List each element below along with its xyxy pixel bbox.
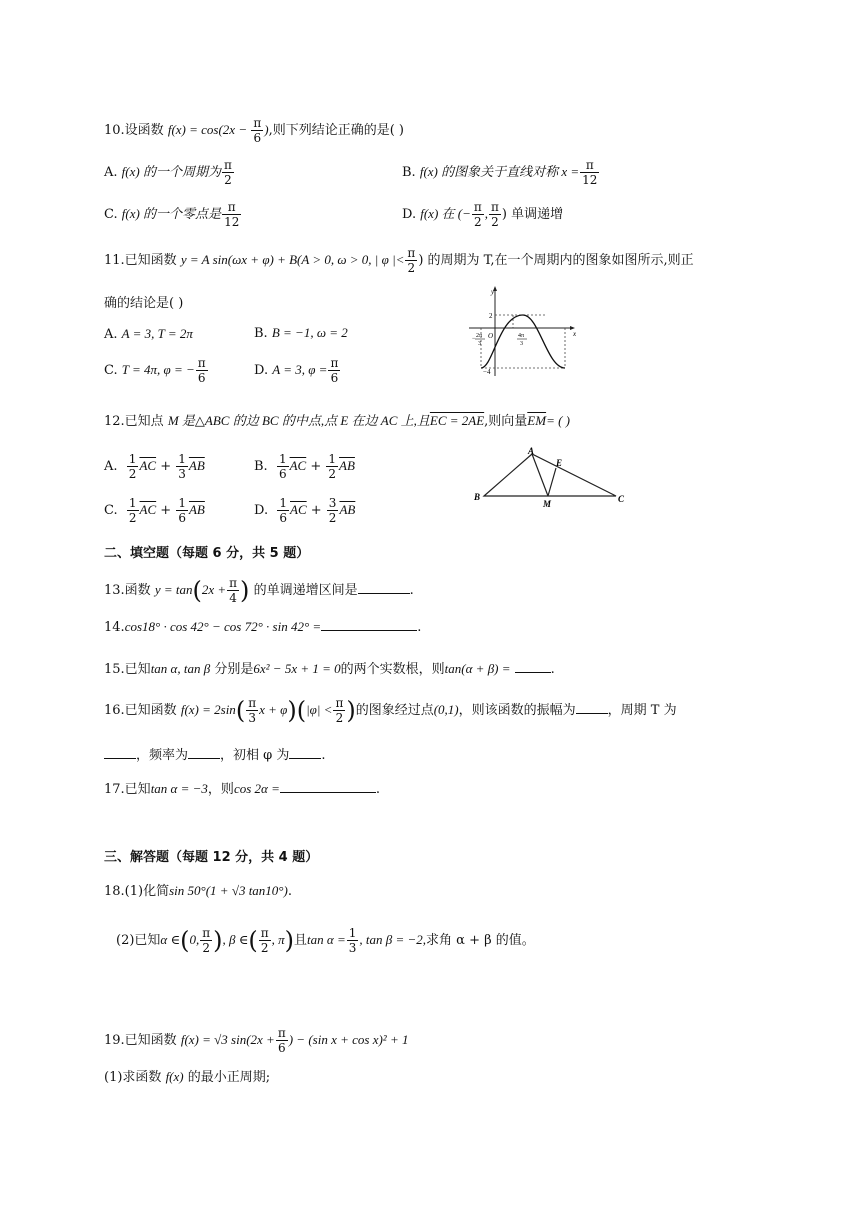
q17: 17.已知tan α = −3，则cos 2α = .	[104, 781, 381, 797]
graph-x-neg-sign: −	[472, 336, 476, 342]
q14: 14.cos18° · cos 42° − cos 72° · sin 42° = .	[104, 619, 422, 635]
graph-x-neg-n: 2π	[476, 333, 483, 339]
q16-period-blank[interactable]	[104, 746, 136, 759]
graph-y-label: y	[491, 288, 495, 296]
q11-option-b: B. B = −1, ω = 2	[254, 325, 348, 341]
q10-question: ,则下列结论正确的是( )	[268, 123, 404, 138]
q19-stem: 19.已知函数 f(x) = √3 sin(2x + $\frac{\pi}{6}$ ) − (sin x + cos x)² + 1	[104, 1026, 409, 1055]
point-c: C	[618, 494, 625, 504]
graph-x-pos-n: 4π	[518, 333, 525, 339]
point-m: M	[543, 499, 552, 509]
q18-part2: (2)已知α ∈(0, $\frac{\pi}{2}$ ), β ∈( $\frac{\pi}{2}$ , π)且tan α = $\frac{1}{3}$ , tan β = −2,求角 α + β 的值。	[116, 926, 535, 955]
q12-option-c: C. $\frac{1}{2}$ $\overline{AC}$ + $\frac{1}{6}$ $\overline{AB}$	[104, 496, 205, 525]
q11-option-c: C. T = 4π, φ = − $\frac{\pi}{6}$	[104, 356, 206, 385]
q10-stem: 10.设函数 f(x) = cos(2x − $\frac{\pi}{6}$ ),则下列结论正确的是( )	[104, 116, 404, 145]
graph-y-min: −4	[483, 368, 491, 376]
q18-part1: 18.(1)化简sin 50°(1 + √3 tan10°).	[104, 883, 292, 899]
sine-curve	[481, 315, 565, 368]
q10-frac: $\frac{\pi}{6}$	[253, 116, 262, 145]
q12-option-b: B. $\frac{1}{6}$ $\overline{AC}$ + $\frac{1}{2}$ $\overline{AB}$	[254, 452, 355, 481]
point-a: A	[528, 446, 535, 456]
graph-x-neg-d: 3	[478, 341, 481, 347]
q15: 15.已知tan α, tan β 分别是6x² − 5x + 1 = 0的两个实数根，则tan(α + β) = .	[104, 661, 555, 677]
q10-func: f(x) = cos(2x −	[167, 122, 251, 137]
q11-graph-figure	[465, 284, 580, 380]
graph-y-max: 2	[489, 312, 493, 320]
q12-option-d: D. $\frac{1}{6}$ $\overline{AC}$ + $\frac{3}{2}$ $\overline{AB}$	[254, 496, 356, 525]
point-b: B	[474, 492, 481, 502]
q15-blank[interactable]	[515, 660, 551, 673]
q10-option-c: C. f(x) 的一个零点是 $\frac{\pi}{12}$	[104, 200, 240, 229]
q13-blank[interactable]	[358, 581, 410, 594]
q10-option-a: A. f(x) 的一个周期为 $\frac{\pi}{2}$	[104, 158, 232, 187]
q12-option-a: A. $\frac{1}{2}$ $\overline{AC}$ + $\frac{1}{3}$ $\overline{AB}$	[104, 452, 205, 481]
q10-option-b: B. f(x) 的图象关于直线对称 x = $\frac{\pi}{12}$	[402, 158, 598, 187]
q16: 16.已知函数 f(x) = 2sin( $\frac{\pi}{3}$ x + φ)(|φ| < $\frac{\pi}{2}$ )的图象经过点(0,1)，则该函数的振幅为 ，周期 T 为	[104, 696, 677, 725]
q11-option-d: D. A = 3, φ = $\frac{\pi}{6}$	[254, 356, 339, 385]
section-3-heading: 三、解答题（每题 12 分，共 4 题）	[104, 850, 319, 865]
graph-origin: O	[488, 332, 494, 340]
q10-option-d: D. f(x) 在 (− $\frac{\pi}{2}$ , $\frac{\pi}{2}$ ) 单调递增	[402, 200, 564, 229]
q11-stem-line2: 确的结论是( )	[104, 296, 184, 311]
q10-label: 10.设函数	[104, 123, 164, 138]
q17-blank[interactable]	[280, 780, 376, 793]
q16-phase-blank[interactable]	[289, 746, 321, 759]
q14-blank[interactable]	[321, 618, 417, 631]
section-2-heading: 二、填空题（每题 6 分，共 5 题）	[104, 546, 310, 561]
point-e: E	[556, 458, 563, 468]
q16-amplitude-blank[interactable]	[576, 701, 608, 714]
q16-line2: ，频率为 ，初相 φ 为 .	[104, 744, 326, 763]
graph-x-pos-d: 3	[520, 341, 523, 347]
q12-triangle-figure	[470, 446, 630, 512]
q19-part1: (1)求函数 f(x) 的最小正周期;	[104, 1069, 271, 1085]
q16-frequency-blank[interactable]	[188, 746, 220, 759]
q11-option-a: A. A = 3, T = 2π	[104, 326, 193, 342]
q11-stem: 11.已知函数 y = A sin(ωx + φ) + B(A > 0, ω > 0, | φ |< $\frac{\pi}{2}$ ) 的周期为 T,在一个周期内的图象如图所示,则正	[104, 246, 694, 275]
graph-x-label: x	[573, 330, 577, 338]
q12-stem: 12.已知点 M 是△ABC 的边 BC 的中点,点 E 在边 AC 上,且EC = 2AE,则向量$\overline{EM}=$ ( )	[104, 413, 571, 429]
q13: 13.函数 y = tan(2x + $\frac{\pi}{4}$ ) 的单调递增区间是 .	[104, 576, 414, 605]
